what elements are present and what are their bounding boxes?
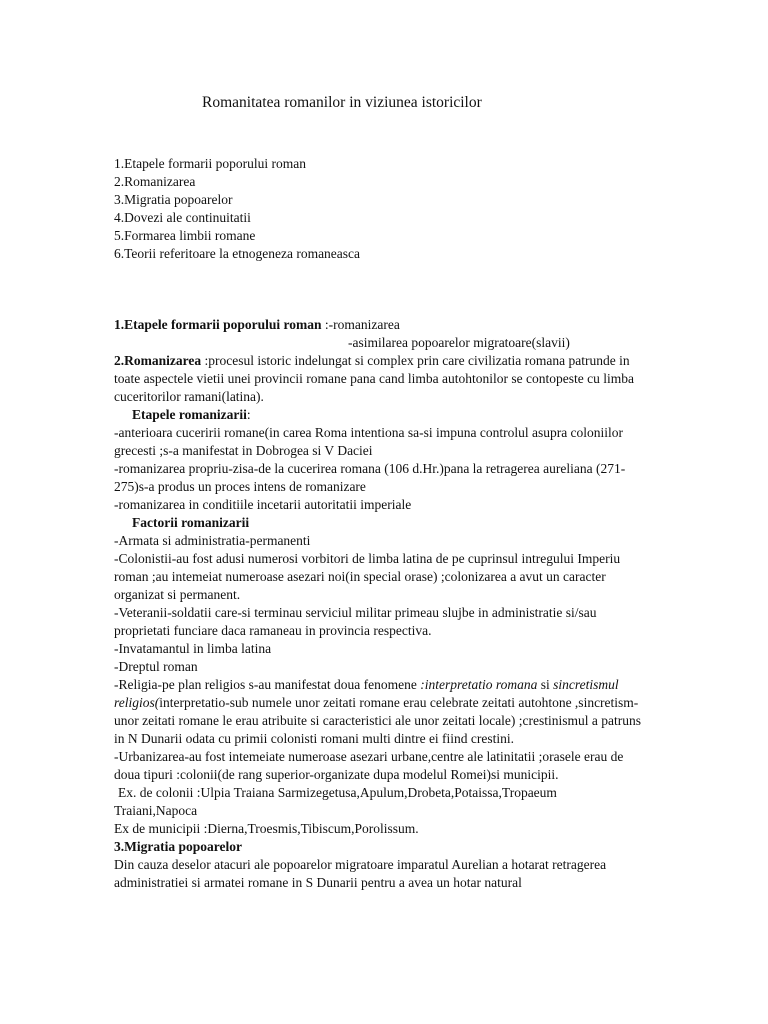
etapa-item: -anterioara cuceririi romane(in carea Roma intentiona sa-si impuna controlul asupra coloniilor grecesti ;s-a manifestat in Dobrogea si V Daciei — [114, 425, 624, 458]
factor-item: -Colonistii-au fost adusi numerosi vorbitori de limba latina de pe cuprinsul intregului Imperiu roman ;au intemeiat numeroase asezari noi(in special orase) ;colonizarea a avut un caracter organizat si permanent. — [114, 551, 621, 602]
toc-item: 1.Etapele formarii poporului roman — [114, 156, 306, 171]
toc-item: 5.Formarea limbii romane — [114, 228, 256, 243]
table-of-contents — [114, 155, 360, 263]
section-2-definition — [114, 352, 644, 406]
toc-item: 3.Migratia popoarelor — [114, 192, 233, 207]
section-2-heading: 2.Romanizarea — [114, 353, 202, 368]
factor-item-religie — [114, 676, 644, 748]
religie-explanation: interpretatio-sub numele unor zeitati romane erau celebrate zeitati autohtone ,sincretism-unor zeitati romane le erau atribuite si caracteristici ale unor zeitati locale) ;crestinismul a patruns in N Dunarii odata cu primii colonisti romani multi dintre ei fiind crestini. — [114, 695, 642, 746]
section-1-stage-1: :-romanizarea — [321, 317, 400, 332]
etape-heading-colon: : — [246, 407, 251, 422]
municipii-examples: Ex de municipii :Dierna,Troesmis,Tibiscum,Porolissum. — [114, 821, 419, 836]
toc-item: 6.Teorii referitoare la etnogeneza romaneasca — [114, 246, 361, 261]
factor-item-urbanizare: -Urbanizarea-au fost intemeiate numeroase asezari urbane,centre ale latinitatii ;orasele erau de doua tipuri :colonii(de rang superior-organizate dupa modelul Romei)si municipii. — [114, 749, 624, 782]
religie-term-interpretatio: :interpretatio romana — [420, 677, 538, 692]
document-body — [114, 316, 644, 892]
etape-heading-line — [114, 406, 644, 424]
factor-item: -Armata si administratia-permanenti — [114, 533, 311, 548]
religie-prefix: -Religia-pe plan religios s-au manifestat doua fenomene — [114, 677, 421, 692]
section-3-text: Din cauza deselor atacuri ale popoarelor migratoare imparatul Aurelian a hotarat retragerea administratiei si armatei romane in S Dunarii pentru a avea un hotar natural — [114, 857, 607, 890]
etapa-item: -romanizarea in conditiile incetarii autoritatii imperiale — [114, 497, 412, 512]
document-title: Romanitatea romanilor in viziunea istoricilor — [202, 94, 482, 111]
section-1-line — [114, 316, 644, 334]
religie-and: si — [537, 677, 554, 692]
colonii-examples: Ex. de colonii :Ulpia Traiana Sarmizegetusa,Apulum,Drobeta,Potaissa,Tropaeum — [118, 785, 557, 800]
section-2-definition-text: :procesul istoric indelungat si complex prin care civilizatia romana patrunde in toate aspectele vietii unei provincii romane pana cand limba autohtonilor se contopeste cu limba cuceritorilor ramani(latina). — [114, 353, 634, 404]
toc-item: 2.Romanizarea — [114, 174, 196, 189]
etape-heading: Etapele romanizarii — [132, 407, 247, 422]
factori-heading: Factorii romanizarii — [132, 515, 250, 530]
section-1-heading: 1.Etapele formarii poporului roman — [114, 317, 322, 332]
etapa-item: -romanizarea propriu-zisa-de la cucerirea romana (106 d.Hr.)pana la retragerea aureliana (271-275)s-a produs un proces intens de romanizare — [114, 461, 626, 494]
factor-item: -Invatamantul in limba latina — [114, 641, 272, 656]
toc-item: 4.Dovezi ale continuitatii — [114, 210, 251, 225]
factor-item: -Veteranii-soldatii care-si terminau serviciul militar primeau slujbe in administratie si/sau proprietati funciare daca ramaneau in provincia respectiva. — [114, 605, 597, 638]
factor-item: -Dreptul roman — [114, 659, 198, 674]
section-3-heading: 3.Migratia popoarelor — [114, 839, 242, 854]
section-1-stage-2: -asimilarea popoarelor migratoare(slavii) — [348, 335, 570, 350]
religie-term-sincretism: sincretismul religios( — [114, 677, 619, 710]
colonii-examples-continued: Traiani,Napoca — [114, 803, 198, 818]
